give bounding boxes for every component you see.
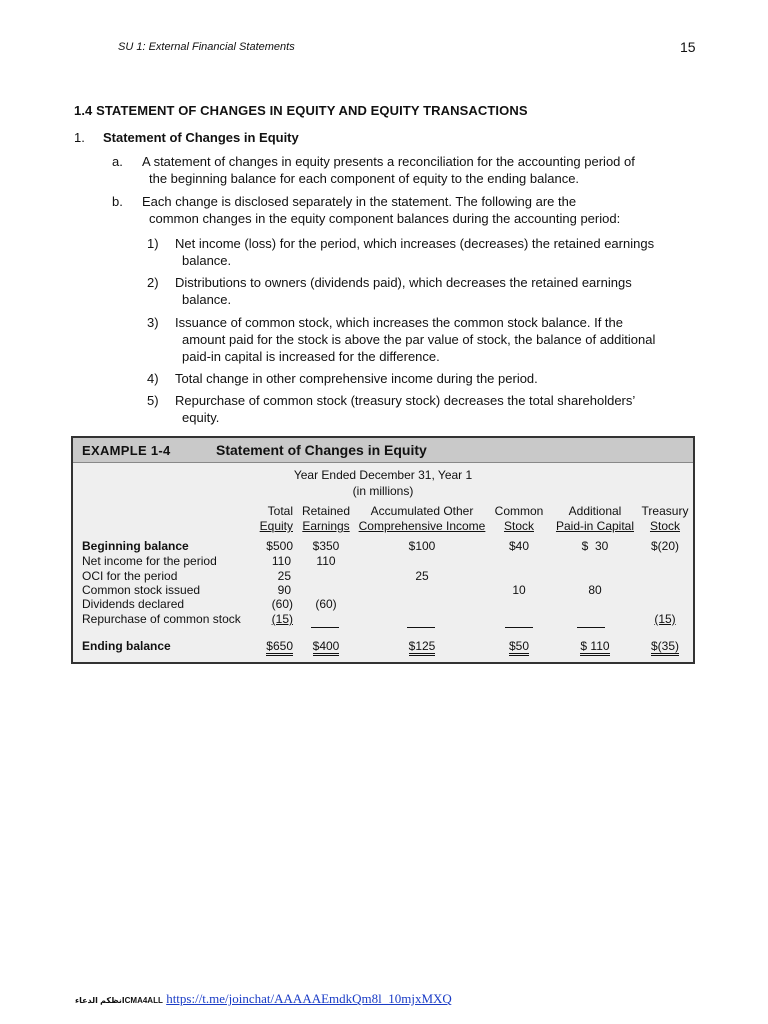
row-label-common-stock-issued: Common stock issued: [82, 583, 201, 597]
col-header-apic: [549, 504, 641, 534]
cell-end-common-value: $50: [509, 639, 529, 656]
example-title: Statement of Changes in Equity: [216, 442, 427, 458]
example-box: [71, 436, 695, 664]
page-number: 15: [680, 39, 696, 55]
subitem-2-number: 2): [147, 275, 159, 290]
subitem-5-line1: Repurchase of common stock (treasury stock) decreases the total shareholders’: [175, 393, 636, 408]
cell-div-retained: (60): [315, 597, 337, 611]
col-header-line2: Comprehensive Income: [358, 519, 486, 533]
col-header-aoci: [355, 504, 489, 534]
subitem-3-line3: paid-in capital is increased for the difference.: [182, 349, 440, 364]
example-label: EXAMPLE 1-4: [82, 443, 171, 458]
cell-div-total: (60): [271, 597, 293, 611]
cell-csi-apic: 80: [588, 583, 602, 597]
row-label-beginning-balance: Beginning balance: [82, 539, 189, 553]
paragraph-b: [112, 193, 692, 233]
row-label-oci: OCI for the period: [82, 569, 178, 583]
subtotal-rule-common: [505, 627, 533, 628]
paragraph-b-line2: common changes in the equity component balances during the accounting period:: [149, 211, 621, 226]
section-title: 1.4 STATEMENT OF CHANGES IN EQUITY AND EQUITY TRANSACTIONS: [74, 103, 528, 118]
cell-end-treasury: [639, 639, 691, 653]
col-header-retained-earnings: [299, 504, 353, 534]
row-label-dividends-declared: Dividends declared: [82, 597, 185, 611]
cell-oci-total: 25: [277, 569, 291, 583]
subitem-1-number: 1): [147, 236, 159, 251]
footer-link[interactable]: https://t.me/joinchat/AAAAAEmdkQm8l_10mjxMXQ: [166, 991, 452, 1006]
cell-end-total-value: $650: [266, 639, 293, 656]
col-header-line1: Common: [494, 504, 544, 518]
row-label-ending-balance: Ending balance: [82, 639, 171, 653]
subitem-1-line2: balance.: [182, 253, 232, 268]
cell-end-treasury-value: $(35): [651, 639, 679, 656]
cell-begin-treasury: $(20): [650, 539, 679, 553]
cell-rep-total: (15): [271, 612, 293, 626]
cell-csi-common: 10: [512, 583, 526, 597]
row-label-net-income: Net income for the period: [82, 554, 217, 568]
item-title: Statement of Changes in Equity: [103, 130, 299, 145]
cell-end-apic: [549, 639, 641, 653]
paragraph-b-line1: Each change is disclosed separately in the statement. The following are the: [142, 194, 577, 209]
item-1-heading: [74, 130, 299, 145]
subtotal-rule-retained: [311, 627, 339, 628]
subtotal-rule-apic: [577, 627, 605, 628]
subitem-5-line2: equity.: [182, 410, 220, 425]
cell-csi-total: 90: [277, 583, 291, 597]
example-caption-year: Year Ended December 31, Year 1: [293, 468, 473, 482]
cell-oci-aoci: 25: [415, 569, 429, 583]
cell-begin-apic: $ 30: [581, 539, 609, 553]
subitem-2-line2: balance.: [182, 292, 232, 307]
cell-end-retained: [299, 639, 353, 653]
cell-begin-retained: $350: [312, 539, 340, 553]
col-header-treasury-stock: [639, 504, 691, 534]
paragraph-a-line1: A statement of changes in equity presents a reconciliation for the accounting period of: [142, 154, 635, 169]
subitem-3-line2: amount paid for the stock is above the par value of stock, the balance of additional: [182, 332, 656, 347]
example-header: [73, 438, 693, 463]
footer-tag: CMA4ALL: [124, 996, 163, 1005]
cell-end-common: [491, 639, 547, 653]
cell-end-aoci-value: $125: [409, 639, 436, 656]
item-number: 1.: [74, 130, 85, 145]
cell-begin-common: $40: [508, 539, 530, 553]
paragraph-b-label: b.: [112, 194, 123, 209]
cell-ni-total: 110: [271, 554, 291, 568]
subitem-1-line1: Net income (loss) for the period, which increases (decreases) the retained earnings: [175, 236, 655, 251]
running-header: SU 1: External Financial Statements: [118, 41, 295, 53]
cell-ni-retained: 110: [316, 554, 336, 568]
col-header-line2: Stock: [503, 519, 534, 533]
subitem-2-line1: Distributions to owners (dividends paid), which decreases the retained earnings: [175, 275, 632, 290]
col-header-line1: Additional: [568, 504, 622, 518]
subitem-3-number: 3): [147, 315, 159, 330]
paragraph-a-line2: the beginning balance for each component of equity to the ending balance.: [149, 171, 580, 186]
subitem-5-number: 5): [147, 393, 159, 408]
subitem-4-number: 4): [147, 371, 159, 386]
cell-rep-treasury: (15): [654, 612, 676, 626]
col-header-line2: Stock: [649, 519, 680, 533]
paragraph-a: [112, 153, 692, 193]
col-header-total-equity: [257, 504, 293, 534]
subitem-3-line1: Issuance of common stock, which increases the common stock balance. If the: [175, 315, 623, 330]
col-header-line2: Equity: [259, 519, 293, 533]
row-label-repurchase: Repurchase of common stock: [82, 612, 241, 626]
footer: [75, 991, 452, 1007]
col-header-common-stock: [491, 504, 547, 534]
paragraph-a-label: a.: [112, 154, 123, 169]
subitem-4-line1: Total change in other comprehensive income during the period.: [175, 371, 538, 386]
cell-begin-total: $500: [266, 539, 293, 553]
cell-end-total: [251, 639, 293, 653]
col-header-line1: Treasury: [641, 504, 689, 518]
cell-end-aoci: [355, 639, 489, 653]
col-header-line2: Earnings: [302, 519, 350, 533]
col-header-line1: Accumulated Other: [370, 504, 474, 518]
subtotal-rule-aoci: [407, 627, 435, 628]
example-caption-units: (in millions): [352, 484, 414, 498]
footer-tag-arabic: انظكم الدعاء: [75, 996, 125, 1005]
col-header-line2: Paid-in Capital: [555, 519, 635, 533]
col-header-line1: Retained: [301, 504, 351, 518]
cell-end-retained-value: $400: [313, 639, 340, 656]
col-header-line1: Total: [267, 504, 293, 518]
cell-begin-aoci: $100: [408, 539, 436, 553]
cell-end-apic-value: $ 110: [580, 639, 609, 656]
